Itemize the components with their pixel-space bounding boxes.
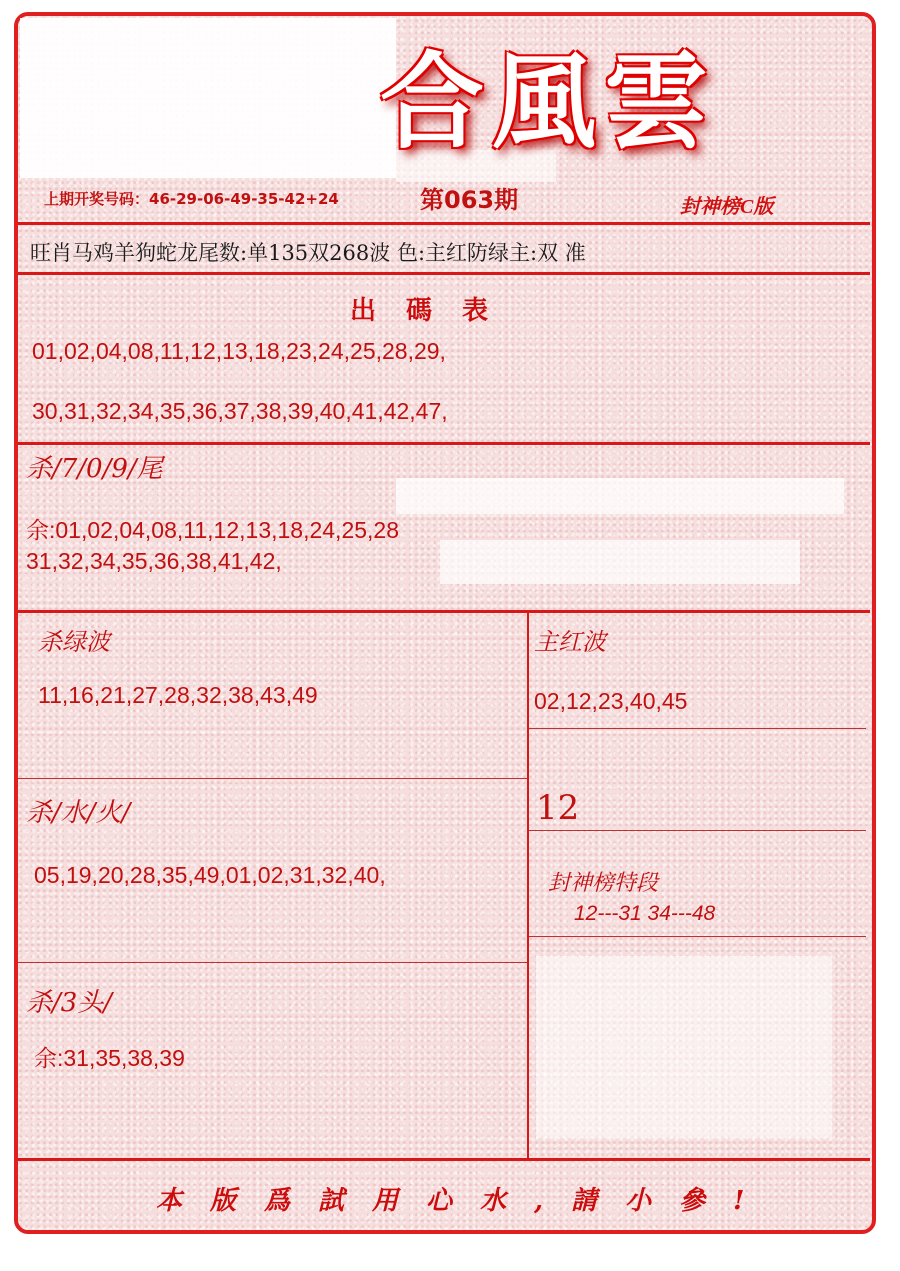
kill-tail-numbers-1: 01,02,04,08,11,12,13,18,24,25,28 bbox=[55, 517, 399, 543]
even-tails: 268 bbox=[329, 241, 370, 265]
divider bbox=[18, 778, 528, 779]
kill-tail-remaining-1 bbox=[26, 512, 399, 545]
kill-water-fire-label: 杀/水/火/ bbox=[26, 798, 131, 828]
odd-tails: 135 bbox=[268, 241, 309, 265]
summary-text-b: 双 bbox=[308, 241, 330, 265]
footer-note: 本版爲試用心水,請小參! bbox=[156, 1186, 773, 1216]
edition-label: 封神榜C版 bbox=[680, 196, 774, 218]
masked-area-top-left bbox=[20, 18, 396, 178]
logo-title: 合風雲 bbox=[380, 40, 717, 163]
column-divider bbox=[527, 612, 529, 1158]
kill-green-numbers: 11,16,21,27,28,32,38,43,49 bbox=[38, 682, 318, 708]
last-draw-label: 上期开奖号码： bbox=[44, 190, 150, 208]
chart-table-line-1: 01,02,04,08,11,12,13,18,23,24,25,28,29, bbox=[32, 338, 446, 364]
divider bbox=[528, 728, 866, 729]
masked-area-kill-tail-2 bbox=[440, 540, 800, 584]
divider bbox=[18, 962, 528, 963]
rest-prefix: 余: bbox=[34, 1045, 64, 1071]
rest-prefix: 余: bbox=[26, 517, 56, 543]
summary-text-a: 旺肖马鸡羊狗蛇龙尾数:单 bbox=[30, 241, 269, 265]
special-segment-label: 封神榜特段 bbox=[548, 871, 659, 896]
divider bbox=[18, 610, 870, 613]
issue-number: 第063期 bbox=[420, 186, 519, 214]
divider bbox=[528, 830, 866, 831]
divider bbox=[18, 1158, 870, 1161]
special-segment-value: 12---31 34---48 bbox=[574, 902, 716, 925]
kill-head-label: 杀/3头/ bbox=[26, 988, 113, 1018]
summary-text-c: 波 色:主红防绿主:双 准 bbox=[369, 241, 586, 265]
divider bbox=[18, 222, 870, 225]
kill-head-remaining bbox=[34, 1040, 185, 1073]
summary-row bbox=[30, 237, 586, 267]
divider bbox=[18, 442, 870, 445]
special-number: 12 bbox=[536, 788, 580, 828]
masked-area-kill-tail-1 bbox=[396, 478, 844, 514]
last-draw bbox=[44, 188, 339, 209]
kill-water-fire-numbers: 05,19,20,28,35,49,01,02,31,32,40, bbox=[34, 862, 386, 888]
kill-tail-remaining-2: 31,32,34,35,36,38,41,42, bbox=[26, 548, 282, 574]
main-red-numbers: 02,12,23,40,45 bbox=[534, 688, 688, 714]
masked-area-bottom-right bbox=[536, 956, 832, 1138]
divider bbox=[18, 272, 870, 275]
last-draw-numbers: 46-29-06-49-35-42+24 bbox=[149, 190, 339, 208]
main-red-label: 主红波 bbox=[534, 628, 606, 656]
chart-table-title: 出碼表 bbox=[350, 296, 519, 326]
kill-tail-label: 杀/7/0/9/尾 bbox=[26, 454, 163, 484]
divider bbox=[528, 936, 866, 937]
chart-table-line-2: 30,31,32,34,35,36,37,38,39,40,41,42,47, bbox=[32, 398, 448, 424]
kill-green-label: 杀绿波 bbox=[38, 628, 110, 656]
kill-head-numbers: 31,35,38,39 bbox=[63, 1045, 185, 1071]
